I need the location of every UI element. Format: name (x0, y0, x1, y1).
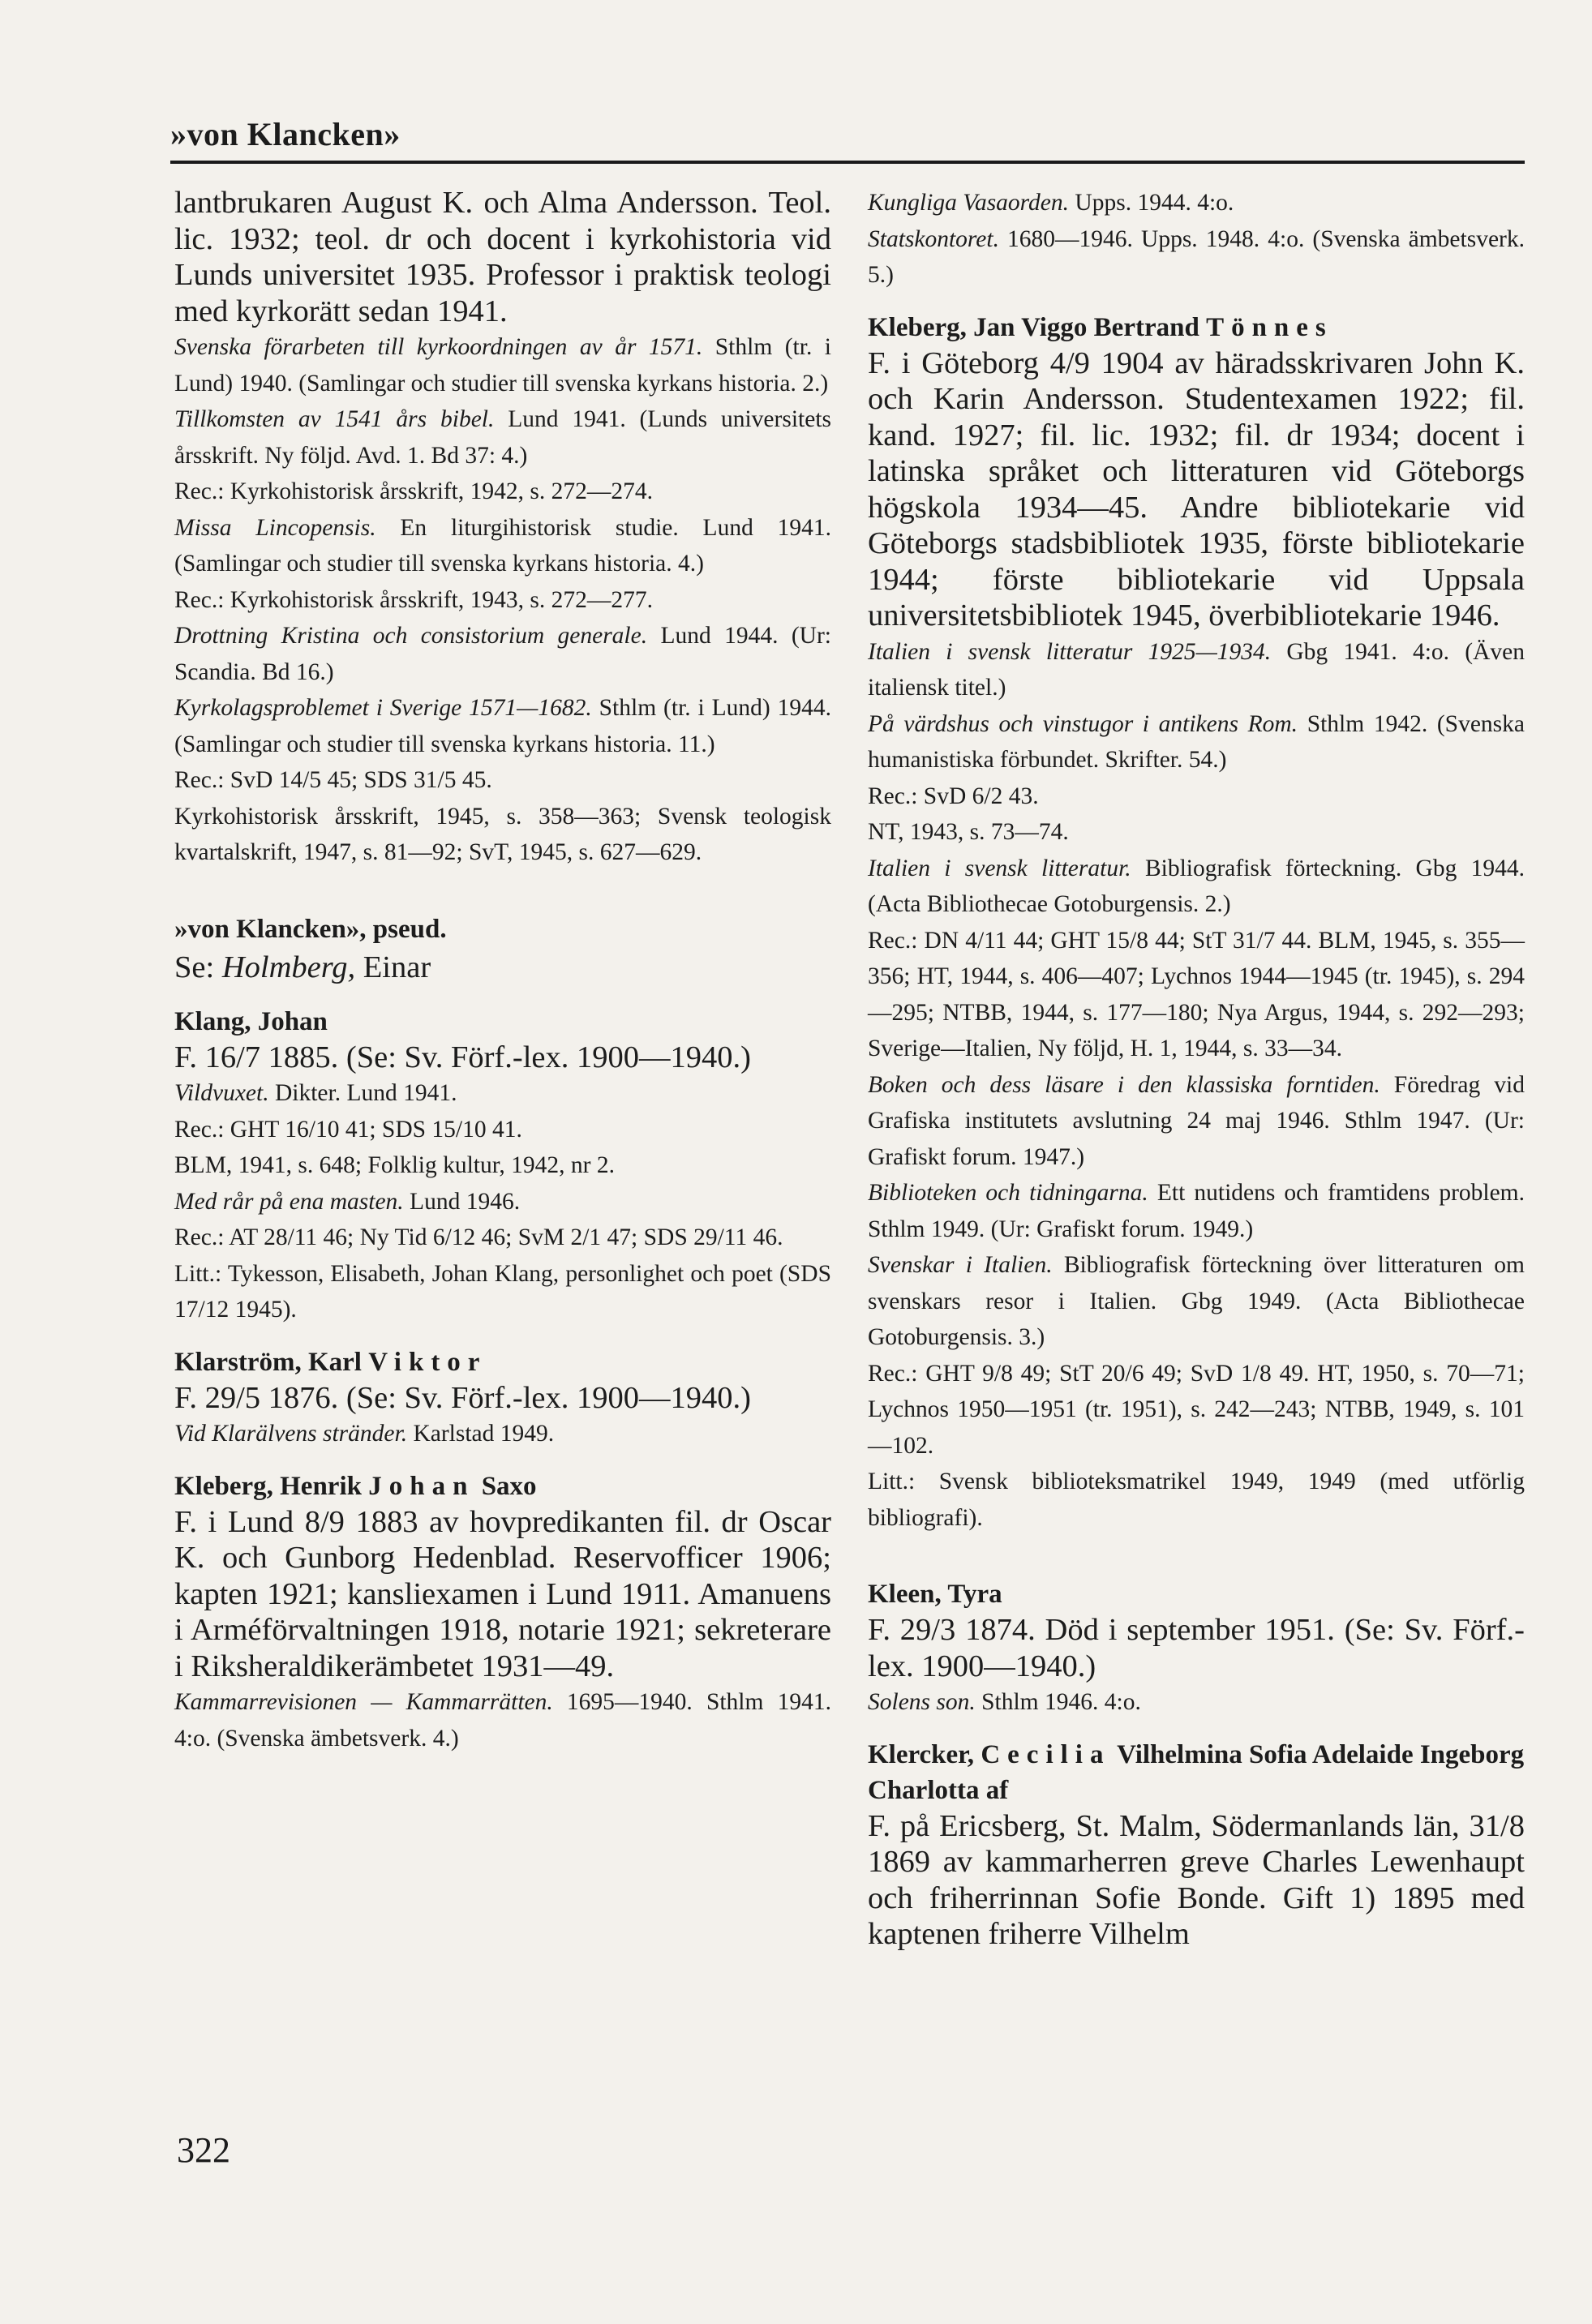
entry-details: Sthlm (tr. i Lund) 1944. (Samlingar och studier till svenska kyrkans historia. 11.) (174, 695, 832, 757)
bibliography-entry (174, 1112, 831, 1148)
author-heading (174, 1004, 831, 1040)
entry-details: BLM, 1941, s. 648; Folklig kultur, 1942, nr 2. (174, 1152, 615, 1178)
entry-details: Rec.: AT 28/11 46; Ny Tid 6/12 46; SvM 2/1 47; SDS 29/11 46. (174, 1224, 783, 1250)
bibliography-entry (868, 1247, 1525, 1356)
author-heading (174, 1469, 831, 1504)
entry-details: Rec.: SvD 6/2 43. (868, 783, 1039, 809)
entry-details: Lund 1941. (Lunds universitets årsskrift. Ny följd. Avd. 1. Bd 37: 4.) (174, 406, 831, 469)
work-title: Kungliga Vasaorden. (868, 190, 1070, 216)
bibliography-entry (868, 778, 1525, 815)
work-title: Italien i svensk litteratur. (868, 855, 1131, 881)
entry-details: Rec.: Kyrkohistorisk årsskrift, 1943, s. 272—277. (174, 586, 653, 613)
entry-details: Rec.: DN 4/11 44; GHT 15/8 44; StT 31/7 44. BLM, 1945, s. 355—356; HT, 1944, s. 406—407; Lychnos 1944—1945 (tr. 1945), s. 294—295; NTBB, 1944, s. 177—180; Nya Argus, 1944, s. 292—293; Sverige—Italien, Ny följd, H. 1, 1944, s. 33—34. (868, 927, 1525, 1061)
referenced-name: Holmberg, (221, 950, 356, 984)
entry-details: Upps. 1944. 4:o. (1069, 190, 1234, 216)
bibliography-entry (868, 814, 1525, 851)
entry-details: 1695—1940. Sthlm 1941. 4:o. (Svenska ämbetsverk. 4.) (174, 1689, 831, 1752)
author-name: Klarström, Karl (174, 1347, 369, 1377)
author-heading (174, 1344, 831, 1380)
header-rule (170, 161, 1525, 164)
bibliography-entry (868, 634, 1525, 706)
entry-details: Bibliografisk förteckning över litteraturen om svenskars resor i Italien. Gbg 1949. (Acta Bibliothecae Gotoburgensis. 3.) (868, 1252, 1525, 1350)
entry-details: Rec.: Kyrkohistorisk årsskrift, 1942, s. 272—274. (174, 478, 653, 504)
work-title: Solens son. (868, 1689, 976, 1715)
bibliography-entry (174, 1684, 831, 1756)
page-number: 322 (177, 2130, 230, 2170)
bibliography-entry (868, 1684, 1525, 1721)
entry-details: Sthlm 1946. 4:o. (975, 1689, 1141, 1715)
author-name: Klercker, (868, 1739, 981, 1769)
author-heading (174, 911, 831, 947)
bibliography-entry (868, 1464, 1525, 1536)
author-name-rest: Saxo (474, 1471, 537, 1501)
biography-text: F. 29/3 1874. Död i september 1951. (Se: Sv. Förf.-lex. 1900—1940.) (868, 1613, 1525, 1683)
entry-details: Karlstad 1949. (407, 1421, 555, 1447)
entry-details: Föredrag vid Grafiska institutets avslutning 24 maj 1946. Sthlm 1947. (Ur: Grafiskt forum. 1947.) (868, 1071, 1525, 1170)
entry-details: 1680—1946. Upps. 1948. 4:o. (Svenska ämbetsverk. 5.) (868, 225, 1525, 288)
bibliography-entry (868, 706, 1525, 778)
work-title: Vildvuxet. (174, 1080, 269, 1106)
entry-details: Gbg 1941. 4:o. (Även italiensk titel.) (868, 638, 1525, 701)
author-name: Kleen, Tyra (868, 1580, 1002, 1609)
work-title: Italien i svensk litteratur 1925—1934. (868, 638, 1272, 665)
bibliography-entry (868, 1067, 1525, 1176)
author-name-emphasis: Johan (368, 1471, 475, 1501)
entry-details: En liturgihistorisk studie. Lund 1941. (Samlingar och studier till svenska kyrkans historia. 4.) (174, 514, 831, 577)
spacer (174, 871, 831, 895)
entry-details: Lund 1944. (Ur: Scandia. Bd 16.) (174, 623, 831, 685)
author-name: »von Klancken», pseud. (174, 914, 447, 944)
work-title: Vid Klarälvens stränder. (174, 1421, 408, 1447)
author-heading (868, 1737, 1525, 1808)
bibliography-entry (174, 1147, 831, 1184)
biography-text: F. 16/7 1885. (Se: Sv. Förf.-lex. 1900—1940.) (174, 1040, 751, 1074)
work-title: Svenskar i Italien. (868, 1252, 1053, 1278)
bibliography-entry (174, 1220, 831, 1256)
entry-details: Lund 1946. (403, 1188, 521, 1215)
bibliography-entry (868, 851, 1525, 923)
right-column (868, 185, 1525, 1953)
work-title: Kyrkolagsproblemet i Sverige 1571—1682. (174, 695, 592, 721)
work-title: Tillkomsten av 1541 års bibel. (174, 406, 495, 432)
entry-details: Sthlm 1942. (Svenska humanistiska förbundet. Skrifter. 54.) (868, 710, 1525, 773)
work-title: Statskontoret. (868, 225, 999, 252)
bibliography-entry (174, 1256, 831, 1328)
see-label: Se: (174, 950, 222, 984)
work-title: Boken och dess läsare i den klassiska forntiden. (868, 1071, 1380, 1098)
work-title: Svenska förarbeten till kyrkoordningen av år 1571. (174, 334, 703, 360)
entry-details: Sthlm (tr. i Lund) 1940. (Samlingar och studier till svenska kyrkans historia. 2.) (174, 334, 831, 397)
bibliography-entry (174, 690, 831, 762)
entry-details: Litt.: Tykesson, Elisabeth, Johan Klang, personlighet och poet (SDS 17/12 1945). (174, 1260, 831, 1323)
work-title: På värdshus och vinstugor i antikens Rom. (868, 710, 1298, 737)
entry-details: Dikter. Lund 1941. (268, 1080, 457, 1106)
author-name: Kleberg, Jan Viggo Bertrand (868, 312, 1207, 342)
entry-details: Litt.: Svensk biblioteksmatrikel 1949, 1949 (med utförlig bibliografi). (868, 1469, 1525, 1531)
biography-text: F. i Göteborg 4/9 1904 av häradsskrivaren John K. och Karin Andersson. Studentexamen 1922; fil. kand. 1927; fil. lic. 1932; fil. dr 1934; docent i latinska språket och litteraturen vid Göteborgs högskola 1934—45. Andre bibliotekarie vid Göteborgs stadsbibliotek 1935, förste bibliotekarie 1944; förste bibliotekarie vid Uppsala universitetsbibliotek 1945, överbibliotekarie 1946. (868, 345, 1525, 632)
author-name: Klang, Johan (174, 1006, 328, 1036)
biography-text: F. på Ericsberg, St. Malm, Södermanlands län, 31/8 1869 av kammarherren greve Charles Lewenhaupt och friherrinnan Sofie Bonde. Gift 1) 1895 med kaptenen friherre Vilhelm (868, 1808, 1525, 1951)
author-name-emphasis: Tönnes (1206, 312, 1333, 342)
bibliography-entry (174, 1075, 831, 1112)
entry-details: Rec.: GHT 9/8 49; StT 20/6 49; SvD 1/8 49. HT, 1950, s. 70—71; Lychnos 1950—1951 (tr. 1951), s. 242—243; NTBB, 1949, s. 101—102. (868, 1360, 1525, 1459)
bibliography-entry (174, 582, 831, 619)
work-title: Biblioteken och tidningarna. (868, 1180, 1148, 1206)
biography-text: F. i Lund 8/9 1883 av hovpredikanten fil. dr Oscar K. och Gunborg Hedenblad. Reservofficer 1906; kapten 1921; kansliexamen i Lund 1911. Amanuens i Arméförvaltningen 1918, notarie 1921; sekreterare i Riksheraldikerämbetet 1931—49. (174, 1504, 831, 1683)
biography-text: F. 29/5 1876. (Se: Sv. Förf.-lex. 1900—1940.) (174, 1380, 751, 1415)
spacer (868, 1536, 1525, 1560)
bibliography-entry (174, 510, 831, 582)
author-name-emphasis: Cecilia (981, 1739, 1111, 1769)
work-title: Med rår på ena masten. (174, 1188, 404, 1215)
bibliography-entry (868, 1175, 1525, 1247)
work-title: Drottning Kristina och consistorium generale. (174, 623, 648, 649)
bibliography-entry (174, 1184, 831, 1220)
author-name-rest: Vilhelmina Sofia Adelaide Ingeborg Charlotta af (868, 1739, 1525, 1805)
entry-details: Rec.: GHT 16/10 41; SDS 15/10 41. (174, 1116, 522, 1143)
left-column (174, 185, 831, 1756)
work-title: Kammarrevisionen — Kammarrätten. (174, 1689, 553, 1715)
bibliography-entry (868, 185, 1525, 221)
referenced-given-name: Einar (355, 950, 431, 984)
work-title: Missa Lincopensis. (174, 514, 376, 541)
bibliography-entry (174, 618, 831, 690)
author-heading (868, 310, 1525, 345)
bibliography-entry (174, 1416, 831, 1452)
entry-details: Rec.: SvD 14/5 45; SDS 31/5 45. (174, 767, 492, 793)
bibliography-entry (174, 762, 831, 799)
bibliography-entry (174, 329, 831, 401)
bibliography-entry (868, 221, 1525, 294)
entry-details: Kyrkohistorisk årsskrift, 1945, s. 358—363; Svensk teologisk kvartalskrift, 1947, s. 81—92; SvT, 1945, s. 627—629. (174, 803, 831, 865)
bibliography-entry (174, 401, 831, 474)
running-header: »von Klancken» (170, 116, 401, 152)
author-name-emphasis: Viktor (368, 1347, 487, 1377)
entry-details: NT, 1943, s. 73—74. (868, 819, 1069, 845)
bibliography-entry (174, 474, 831, 510)
biography-text: lantbrukaren August K. och Alma Andersson. Teol. lic. 1932; teol. dr och docent i kyrkohistoria vid Lunds universitet 1935. Professor i praktisk teologi med kyrkorätt sedan 1941. (174, 186, 831, 328)
bibliography-entry (174, 799, 831, 871)
author-name: Kleberg, Henrik (174, 1471, 369, 1501)
entry-details: Bibliografisk förteckning. Gbg 1944. (Acta Bibliothecae Gotoburgensis. 2.) (868, 855, 1525, 917)
author-heading (868, 1576, 1525, 1612)
bibliography-entry (868, 1356, 1525, 1464)
cross-reference (174, 947, 831, 988)
bibliography-entry (868, 923, 1525, 1067)
entry-details: Ett nutidens och framtidens problem. Sthlm 1949. (Ur: Grafiskt forum. 1949.) (868, 1180, 1525, 1242)
